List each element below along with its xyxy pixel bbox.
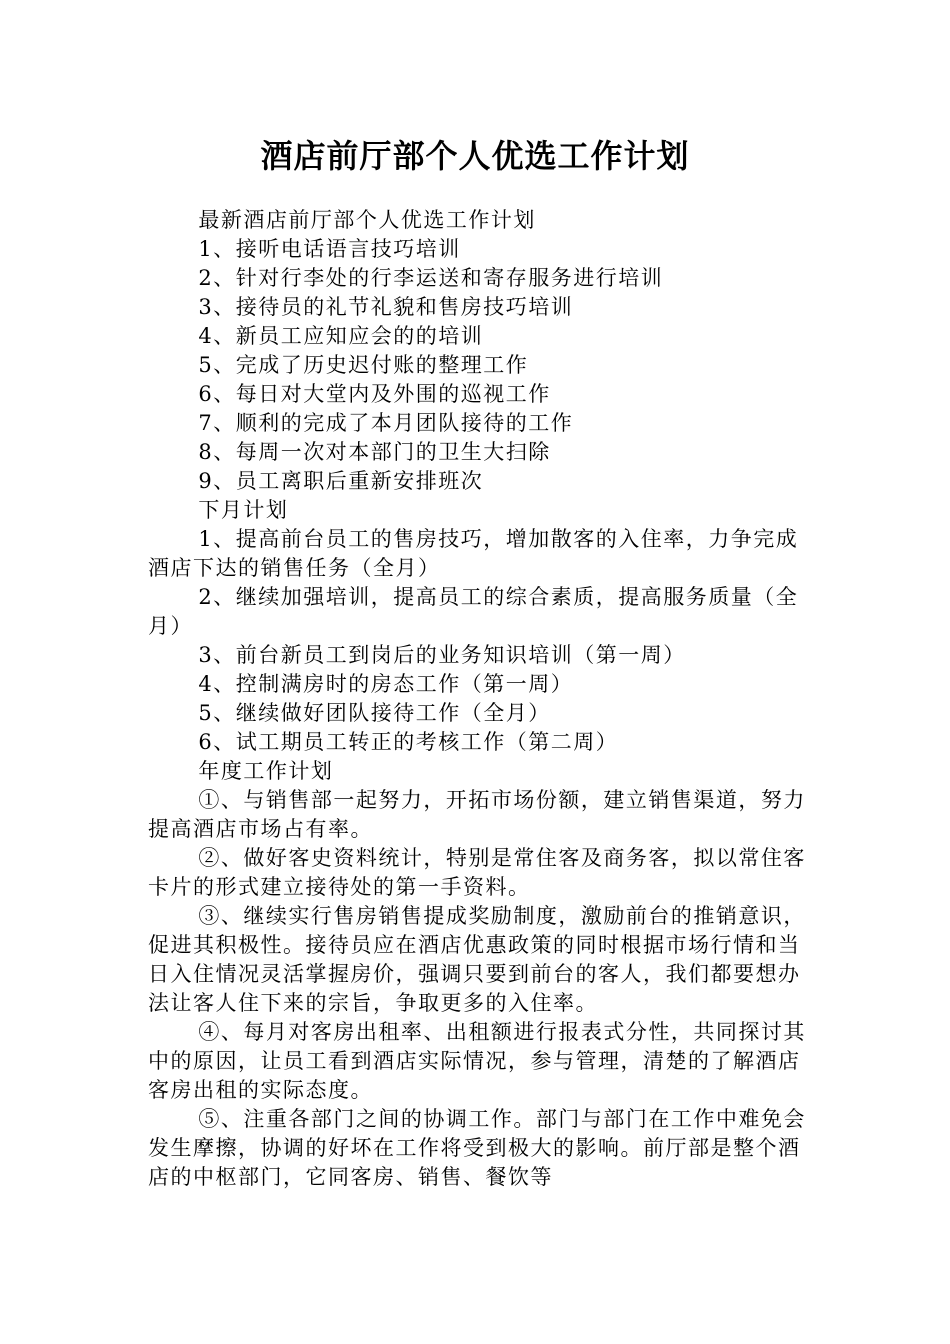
paragraph: ④、每月对客房出租率、出租额进行报表式分性，共同探讨其中的原因，让员工看到酒店实际情况，参与管理，清楚的了解酒店客房出租的实际态度。 <box>148 1020 806 1102</box>
paragraph: 7、顺利的完成了本月团队接待的工作 <box>198 411 574 435</box>
paragraph: 9、员工离职后重新安排班次 <box>198 469 484 493</box>
paragraph: 1、接听电话语言技巧培训 <box>198 237 461 261</box>
paragraph: ⑤、注重各部门之间的协调工作。部门与部门在工作中难免会发生摩擦，协调的好坏在工作将受到极大的影响。前厅部是整个酒店的中枢部门，它同客房、销售、餐饮等 <box>148 1107 806 1189</box>
paragraph: 5、完成了历史迟付账的整理工作 <box>198 353 529 377</box>
paragraph: 3、前台新员工到岗后的业务知识培训（第一周） <box>198 643 686 667</box>
section-heading-annual-plan: 年度工作计划 <box>198 759 334 783</box>
paragraph: ③、继续实行售房销售提成奖励制度，激励前台的推销意识，促进其积极性。接待员应在酒店优惠政策的同时根据市场行情和当日入住情况灵活掌握房价，强调只要到前台的客人，我们都要想办法让客人住下来的宗旨，争取更多的入住率。 <box>148 904 806 1015</box>
paragraph: 6、试工期员工转正的考核工作（第二周） <box>198 730 619 754</box>
paragraph: 2、继续加强培训，提高员工的综合素质，提高服务质量（全月） <box>148 585 799 638</box>
document-body <box>148 206 808 1192</box>
section-heading-next-month: 下月计划 <box>198 498 289 522</box>
paragraph: ②、做好客史资料统计，特别是常住客及商务客，拟以常住客卡片的形式建立接待处的第一手资料。 <box>148 846 806 899</box>
document-title: 酒店前厅部个人优选工作计划 <box>260 137 690 175</box>
paragraph: ①、与销售部一起努力，开拓市场份额，建立销售渠道，努力提高酒店市场占有率。 <box>148 788 806 841</box>
paragraph: 5、继续做好团队接待工作（全月） <box>198 701 551 725</box>
paragraph: 3、接待员的礼节礼貌和售房技巧培训 <box>198 295 574 319</box>
paragraph: 最新酒店前厅部个人优选工作计划 <box>198 208 536 232</box>
paragraph: 8、每周一次对本部门的卫生大扫除 <box>198 440 551 464</box>
paragraph: 4、控制满房时的房态工作（第一周） <box>198 672 574 696</box>
paragraph: 2、针对行李处的行李运送和寄存服务进行培训 <box>198 266 664 290</box>
paragraph: 4、新员工应知应会的的培训 <box>198 324 484 348</box>
paragraph: 1、提高前台员工的售房技巧，增加散客的入住率，力争完成酒店下达的销售任务（全月） <box>148 527 799 580</box>
paragraph: 6、每日对大堂内及外围的巡视工作 <box>198 382 551 406</box>
